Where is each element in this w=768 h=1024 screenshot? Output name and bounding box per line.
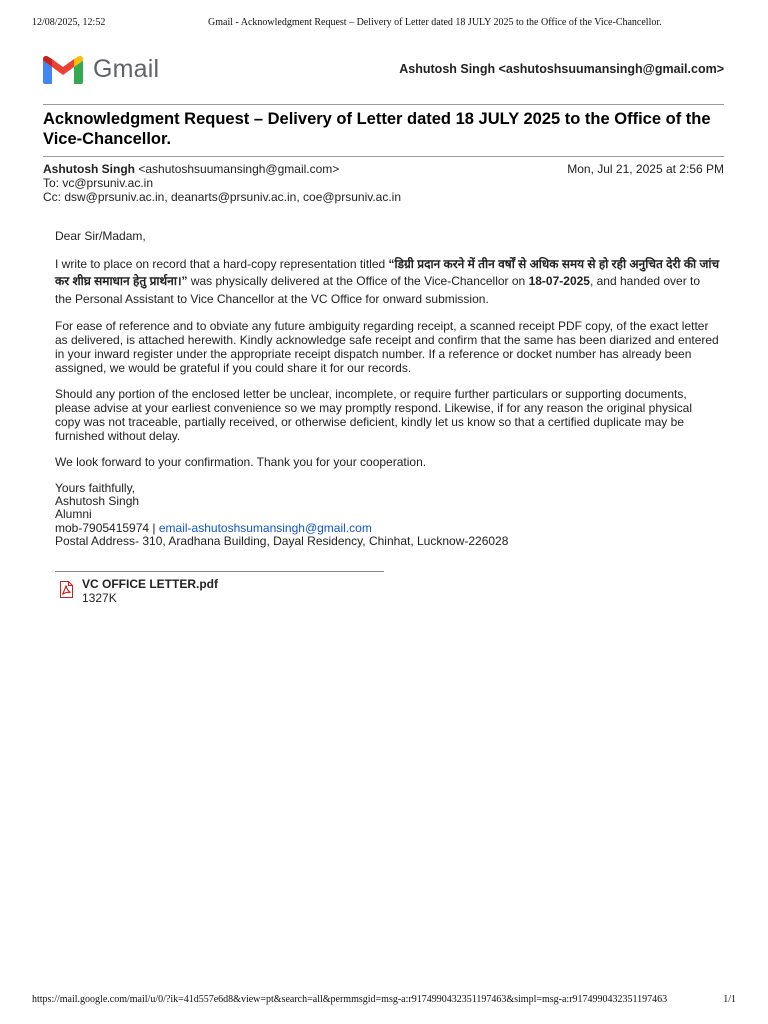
message-date: Mon, Jul 21, 2025 at 2:56 PM [567,162,724,176]
body-paragraph-2: For ease of reference and to obviate any future ambiguity regarding receipt, a scanned receipt PDF copy, of the exact letter as delivered, is attached herewith. Kindly acknowledge safe receipt and confirm that the same has been diarized and entered in your inward register under the appropriate receipt dispatch number. If a reference or docket number has already been assigned, we would be grateful if you could share it for our records. [55,319,719,376]
thread-subject: Acknowledgment Request – Delivery of Letter dated 18 JULY 2025 to the Office of the Vice-Chancellor. [43,110,711,148]
body-paragraph-4: We look forward to your confirmation. Thank you for your cooperation. [55,454,427,469]
account-identity: Ashutosh Singh <ashutoshsuumansingh@gmail.com> [399,62,724,76]
print-url: https://mail.google.com/mail/u/0/?ik=41d557e6d8&view=pt&search=all&permmsgid=msg-a:r9174990432351197463&simpl=msg-a:r9174990432351197463 [32,994,668,1005]
attachment-size: 1327K [82,591,117,605]
page-number: 1/1 [723,994,736,1005]
gmail-wordmark: Gmail [93,55,160,83]
attachment-item[interactable] [58,577,388,607]
sender-name: Ashutosh Singh [43,162,135,176]
body-paragraph-3: Should any portion of the enclosed letter be unclear, incomplete, or require further particulars or supporting documents, please advise at your earliest convenience so we may promptly respond. Likewise, if for any reason the original physical copy was not traceable, partially received, or otherwise deficient, kindly let us know so that a certified duplicate may be furnished without delay. [55,387,692,443]
attachment-name[interactable]: VC OFFICE LETTER.pdf [82,577,218,591]
p1-text-start: I write to place on record that a hard-copy representation titled [55,256,389,271]
signature-address: Postal Address- 310, Aradhana Building, Dayal Residency, Chinhat, Lucknow-226028 [55,534,509,549]
signature-contact [55,522,720,535]
message-header [43,163,724,204]
cc-line: Cc: dsw@prsuniv.ac.in, deanarts@prsuniv.ac.in, coe@prsuniv.ac.in [43,189,402,204]
print-datetime: 12/08/2025, 12:52 [32,17,106,28]
p1-text-end: , and handed over to the Personal Assistant to Vice Chancellor at the VC Office for onward submission. [55,274,701,306]
to-line: To: vc@prsuniv.ac.in [43,176,153,190]
signature-role: Alumni [55,507,92,522]
print-page-title: Gmail - Acknowledgment Request – Delivery of Letter dated 18 JULY 2025 to the Office of the Vice-Chancellor. [208,17,662,28]
signature-mobile: mob-7905415974 | [55,520,159,535]
signature-block [55,482,720,549]
hindi-letter-title: “डिग्री प्रदान करने में तीन वर्षों से अधिक समय से हो रही अनुचित देरी की जांच कर शीघ्र समाधान हेतु प्रार्थना।” [55,256,720,289]
subject-divider [43,156,724,157]
signature-name: Ashutosh Singh [55,493,140,508]
print-header [32,17,736,31]
attachment-divider [55,571,384,572]
gmail-logo [43,55,171,85]
from-line [43,163,724,177]
message-body [55,230,720,549]
delivery-date: 18-07-2025 [528,274,590,289]
greeting: Dear Sir/Madam, [55,229,146,243]
signature-closing: Yours faithfully, [55,480,136,495]
header-divider [43,104,724,105]
p1-text-middle: was physically delivered at the Office of the Vice-Chancellor on [187,274,529,289]
print-footer [32,994,736,1008]
body-paragraph-1 [55,256,720,309]
sender-email: <ashutoshsuumansingh@gmail.com> [138,162,340,176]
signature-email-link[interactable]: email-ashutoshsumansingh@gmail.com [158,520,372,535]
gmail-m-icon [43,56,83,84]
pdf-file-icon [58,581,75,598]
